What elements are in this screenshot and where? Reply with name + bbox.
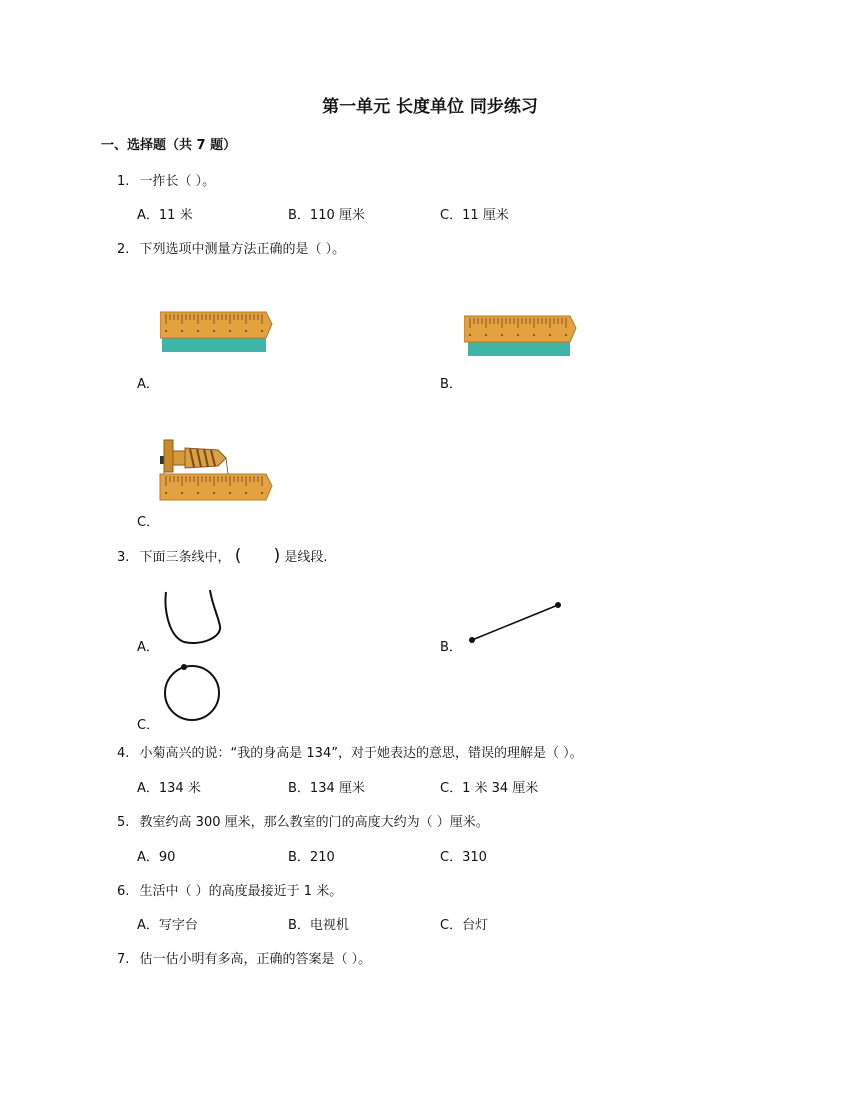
paren-close: ) — [273, 546, 281, 566]
option-a[interactable]: A．134 米 — [137, 781, 201, 796]
ruler — [160, 312, 272, 338]
point — [181, 664, 187, 670]
question-7 — [117, 948, 371, 967]
ruler-screw-image-c — [158, 436, 274, 504]
question-number: 6. — [117, 884, 130, 899]
question-text-before: 下面三条线中， — [139, 550, 231, 565]
curve-line — [166, 590, 221, 643]
option-b[interactable]: B．110 厘米 — [288, 208, 365, 223]
question-text-after: 是线段. — [284, 550, 328, 565]
segment-image-b — [466, 598, 564, 646]
option-a[interactable]: A． — [137, 377, 159, 392]
option-c[interactable]: C．台灯 — [440, 918, 489, 933]
question-text: 生活中（ ）的高度最接近于 1 米。 — [139, 884, 343, 899]
question-text: 小菊高兴的说：“我的身高是 134”，对于她表达的意思，错误的理解是（ ）。 — [139, 746, 583, 761]
question-2 — [117, 238, 345, 257]
measured-block — [162, 338, 266, 352]
question-number: 7. — [117, 952, 130, 967]
question-number: 5. — [117, 815, 130, 830]
option-c[interactable]: C． — [137, 718, 160, 733]
endpoint — [469, 637, 475, 643]
question-number: 4. — [117, 746, 130, 761]
option-c[interactable]: C．1 米 34 厘米 — [440, 781, 539, 796]
option-a[interactable]: A．11 米 — [137, 208, 193, 223]
option-a[interactable]: A．90 — [137, 850, 176, 865]
question-text: 一拃长（ ）。 — [139, 174, 216, 189]
screw-tip — [160, 456, 164, 464]
paren-open: ( — [234, 546, 242, 566]
screw-head — [164, 440, 173, 472]
ruler — [160, 474, 272, 500]
question-text: 估一估小明有多高，正确的答案是（ ）。 — [139, 952, 372, 967]
question-4 — [117, 742, 583, 761]
section-heading: 一、选择题（共 7 题） — [101, 138, 237, 153]
ruler-image-b — [464, 313, 578, 359]
question-number: 2. — [117, 242, 130, 257]
option-c[interactable]: C．11 厘米 — [440, 208, 509, 223]
measured-block — [468, 341, 570, 356]
ruler-image-a — [160, 310, 274, 356]
ruler — [464, 316, 576, 342]
option-b[interactable]: B． — [440, 377, 462, 392]
option-b[interactable]: B． — [440, 640, 462, 655]
question-1 — [117, 170, 215, 189]
curve-image-a — [160, 586, 226, 648]
option-b[interactable]: B．电视机 — [288, 918, 349, 933]
question-number: 3. — [117, 550, 130, 565]
option-b[interactable]: B．134 厘米 — [288, 781, 365, 796]
question-3 — [117, 546, 328, 566]
page-title: 第一单元 长度单位 同步练习 — [322, 97, 538, 117]
option-c[interactable]: C． — [137, 515, 160, 530]
option-a[interactable]: A．写字台 — [137, 918, 198, 933]
endpoint — [555, 602, 561, 608]
question-number: 1. — [117, 174, 130, 189]
circle-image-c — [160, 662, 226, 724]
question-6 — [117, 880, 342, 899]
question-text: 下列选项中测量方法正确的是（ ）。 — [139, 242, 346, 257]
question-5 — [117, 811, 489, 830]
option-c[interactable]: C．310 — [440, 850, 487, 865]
option-a[interactable]: A． — [137, 640, 159, 655]
option-b[interactable]: B．210 — [288, 850, 335, 865]
circle-line — [165, 666, 219, 720]
question-text: 教室约高 300 厘米，那么教室的门的高度大约为（ ）厘米。 — [139, 815, 489, 830]
line-segment — [472, 605, 558, 640]
